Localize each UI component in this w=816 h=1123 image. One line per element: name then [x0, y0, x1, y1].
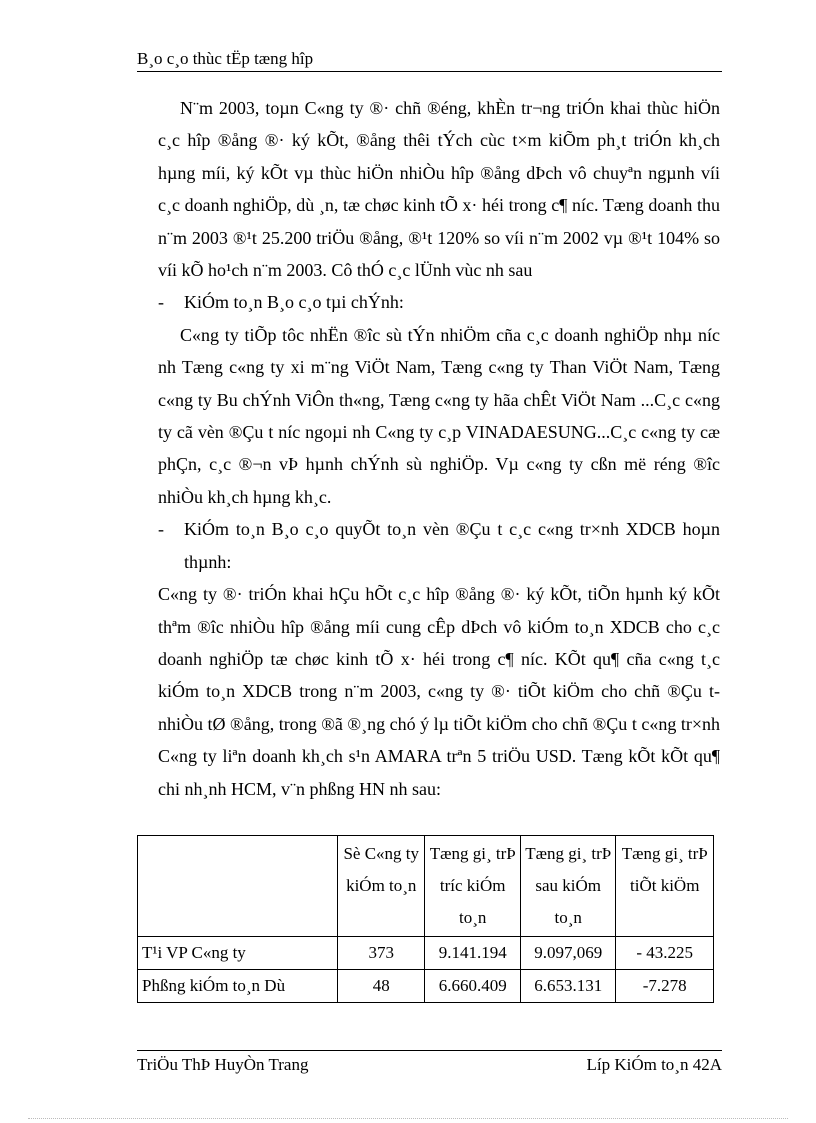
paragraph-capital-audit: C«ng ty ®· triÓn khai hÇu hÕt c¸c hîp ®ång ®· ký kÕt, tiÕn hµnh ký kÕt thªm ®îc nhiÒu hîp ®ång míi cung cÊp dÞch vô kiÓm to¸n XDCB cho c¸c doanh nghiÖp tæ chøc kinh tÕ x· héi trong c¶ níc. KÕt qu¶ cña c«ng t¸c kiÓm to¸n XDCB trong n¨m 2003, c«ng ty ®· tiÕt kiÖm cho chñ ®Çu t nhiÒu tØ ®ång, trong ®ã ®¸ng chó ý lµ tiÕt kiÖm cho chñ ®Çu t c«ng tr×nh C«ng ty liªn doanh kh¸ch s¹n AMARA trªn 5 triÖu USD. Tæng kÕt kÕt qu¶ chi nh¸nh HCM, v¨n phßng HN nh sau:	[158, 584, 720, 799]
footer-class: Líp KiÓm to¸n 42A	[586, 1055, 722, 1074]
table-header-cell: Tæng gi¸ trÞ tiÕt kiÖm	[616, 836, 714, 937]
table-cell: 6.660.409	[425, 970, 520, 1003]
footer-author: TriÖu ThÞ HuyÒn Trang	[137, 1055, 309, 1074]
bullet-label: KiÓm to¸n B¸o c¸o quyÕt to¸n vèn ®Çu t c¸c c«ng tr×nh XDCB hoµn thµnh:	[184, 519, 720, 572]
bullet-dash: -	[158, 519, 164, 540]
table-row	[138, 937, 714, 970]
table-cell: 373	[338, 937, 425, 970]
page-header-title: B¸o c¸o thùc tËp tæng hîp	[137, 49, 314, 68]
table-cell: 48	[338, 970, 425, 1003]
table-cell: T¹i VP C«ng ty	[138, 937, 338, 970]
table-header-cell: Tæng gi¸ trÞ tríc kiÓm to¸n	[425, 836, 520, 937]
bullet-dash: -	[158, 292, 164, 313]
table-header-cell: Tæng gi¸ trÞ sau kiÓm to¸n	[520, 836, 615, 937]
bullet-financial-audit	[158, 286, 720, 318]
page-edge-divider	[28, 1118, 788, 1119]
table-cell: - 43.225	[616, 937, 714, 970]
document-body	[158, 92, 720, 805]
table-header-cell: Sè C«ng ty kiÓm to¸n	[338, 836, 425, 937]
table-header-row	[138, 836, 714, 937]
table-cell: 9.097,069	[520, 937, 615, 970]
bullet-label: KiÓm to¸n B¸o c¸o tµi chÝnh:	[184, 292, 404, 313]
paragraph-overview: N¨m 2003, toµn C«ng ty ®· chñ ®éng, khÈn tr¬ng triÓn khai thùc hiÖn c¸c hîp ®ång ®· ký kÕt, ®ång thêi tÝch cùc t×m kiÕm ph¸t triÓn kh¸ch hµng míi, ký kÕt vµ thùc hiÖn nhiÒu hîp ®ång dÞch vô chuyªn ngµnh víi c¸c doanh nghiÖp, dù ¸n, tæ chøc kinh tÕ x· héi trong c¶ níc. Tæng doanh thu n¨m 2003 ®¹t 25.200 triÖu ®ång, ®¹t 120% so víi n¨m 2002 vµ ®¹t 104% so víi kÕ ho¹ch n¨m 2003. Cô thÓ c¸c lÜnh vùc nh sau	[158, 98, 720, 281]
table-cell: 6.653.131	[520, 970, 615, 1003]
footer-divider	[137, 1050, 722, 1051]
table-header-cell	[138, 836, 338, 937]
table-cell: Phßng kiÓm to¸n Dù	[138, 970, 338, 1003]
paragraph-financial-audit: C«ng ty tiÕp tôc nhËn ®îc sù tÝn nhiÖm cña c¸c doanh nghiÖp nhµ níc nh Tæng c«ng ty xi m¨ng ViÖt Nam, Tæng c«ng ty Than ViÖt Nam, Tæng c«ng ty Bu chÝnh ViÔn th«ng, Tæng c«ng ty hãa chÊt ViÖt Nam ...C¸c c«ng ty cã vèn ®Çu t níc ngoµi nh C«ng ty c¸p VINADAESUNG...C¸c c«ng ty cæ phÇn, c¸c ®¬n vÞ hµnh chÝnh sù nghiÖp. Vµ c«ng ty cßn më réng ®îc nhiÒu kh¸ch hµng kh¸c.	[158, 324, 720, 507]
header-divider	[137, 71, 722, 72]
table-cell: -7.278	[616, 970, 714, 1003]
table-cell: 9.141.194	[425, 937, 520, 970]
bullet-capital-audit	[158, 513, 720, 578]
audit-results-table	[137, 835, 714, 1003]
table-row	[138, 970, 714, 1003]
